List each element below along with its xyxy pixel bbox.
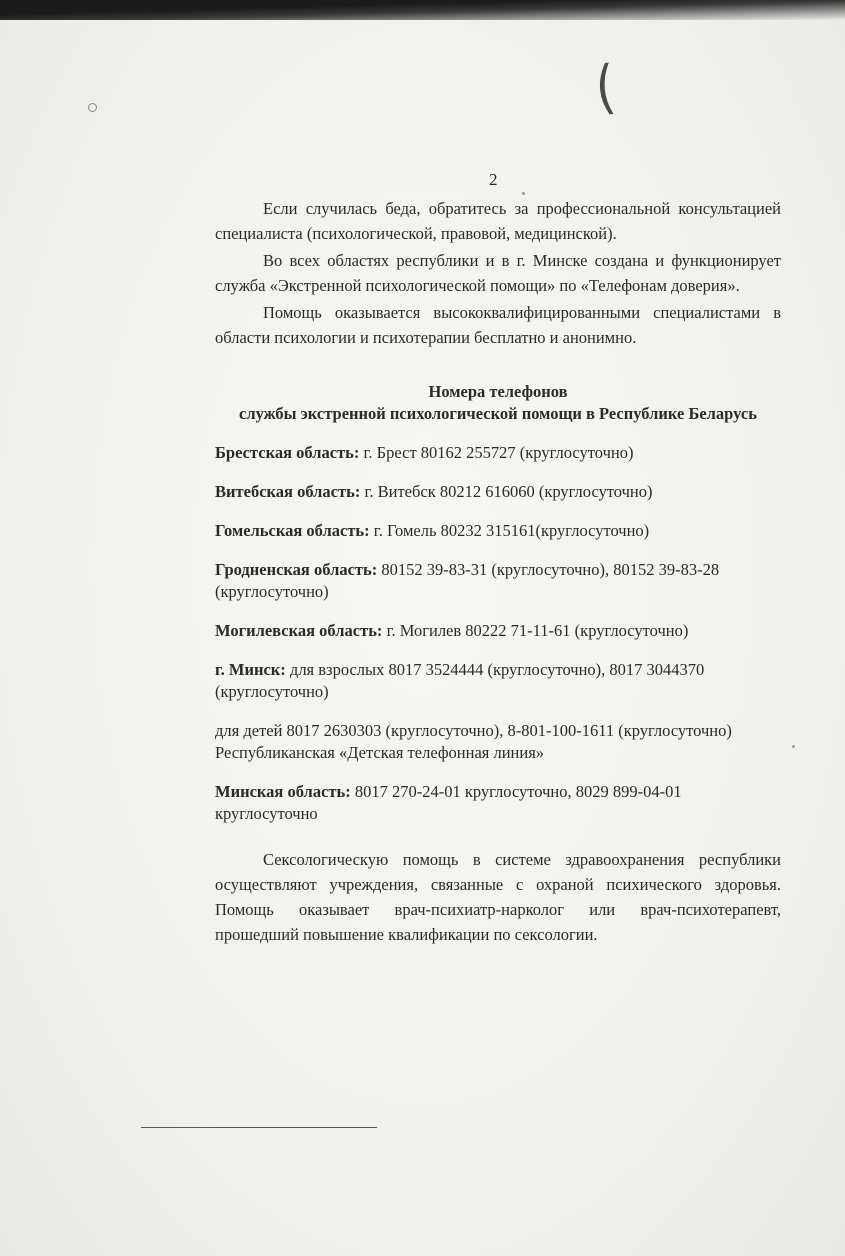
entry-brest [215,442,781,464]
paragraph-sexology: Сексологическую помощь в системе здравоохранения республики осуществляют учреждения, связанные с охраной психического здоровья. Помощь оказывает врач-психиатр-нарколог или врач-психотерапевт, прошедший повышение квалификации по сексологии. [215,850,781,944]
entry-mogilev [215,620,781,642]
paragraph-help: Помощь оказывается высококвалифицированными специалистами в области психологии и психотерапии бесплатно и анонимно. [215,303,781,347]
document-body [215,196,781,964]
entry-text: г. Могилев 80222 71-11-61 (круглосуточно) [382,621,689,640]
entry-text: г. Гомель 80232 315161(круглосуточно) [369,521,650,540]
entry-text: для взрослых 8017 3524444 (круглосуточно), 8017 3044370 (круглосуточно) [215,660,705,701]
entry-label: Гомельская область: [215,521,370,540]
entry-label: Могилевская область: [215,621,383,640]
entry-label: Витебская область: [215,482,361,501]
paragraph-intro: Если случилась беда, обратитесь за профессиональной консультацией специалиста (психологической, правовой, медицинской). [215,199,781,243]
scan-top-edge [0,0,845,20]
entry-text: 8017 270-24-01 круглосуточно, 8029 899-04-01 круглосуточно [215,782,682,823]
entry-minsk-region [215,781,781,825]
phone-list-heading [215,381,781,425]
entry-minsk-adults [215,659,781,703]
handwritten-c-mark: ( [592,52,618,122]
entry-vitebsk [215,481,781,503]
page-number: 2 [489,170,498,189]
entry-text: 80152 39-83-31 (круглосуточно), 80152 39-83-28 (круглосуточно) [215,560,720,601]
entry-label: Гродненская область: [215,560,378,579]
entry-label: Минская область: [215,782,351,801]
entry-label: Брестская область: [215,443,360,462]
entry-gomel [215,520,781,542]
scan-speck [522,192,525,195]
signature-line [141,1127,377,1128]
heading-line-2: службы экстренной психологической помощи в Республике Беларусь [239,404,757,423]
entry-text: г. Витебск 80212 616060 (круглосуточно) [360,482,653,501]
entry-label: г. Минск: [215,660,286,679]
entry-text: г. Брест 80162 255727 (круглосуточно) [359,443,634,462]
scan-speck [792,745,795,748]
scan-dot-mark [88,103,97,112]
heading-line-1: Номера телефонов [428,382,568,401]
paragraph-service: Во всех областях республики и в г. Минске создана и функционирует служба «Экстренной психологической помощи» по «Телефонам доверия». [215,251,781,295]
entry-minsk-children [215,720,781,764]
entry-grodno [215,559,781,603]
entry-text: для детей 8017 2630303 (круглосуточно), 8-801-100-1611 (круглосуточно) Республиканская «Детская телефонная линия» [215,721,732,762]
